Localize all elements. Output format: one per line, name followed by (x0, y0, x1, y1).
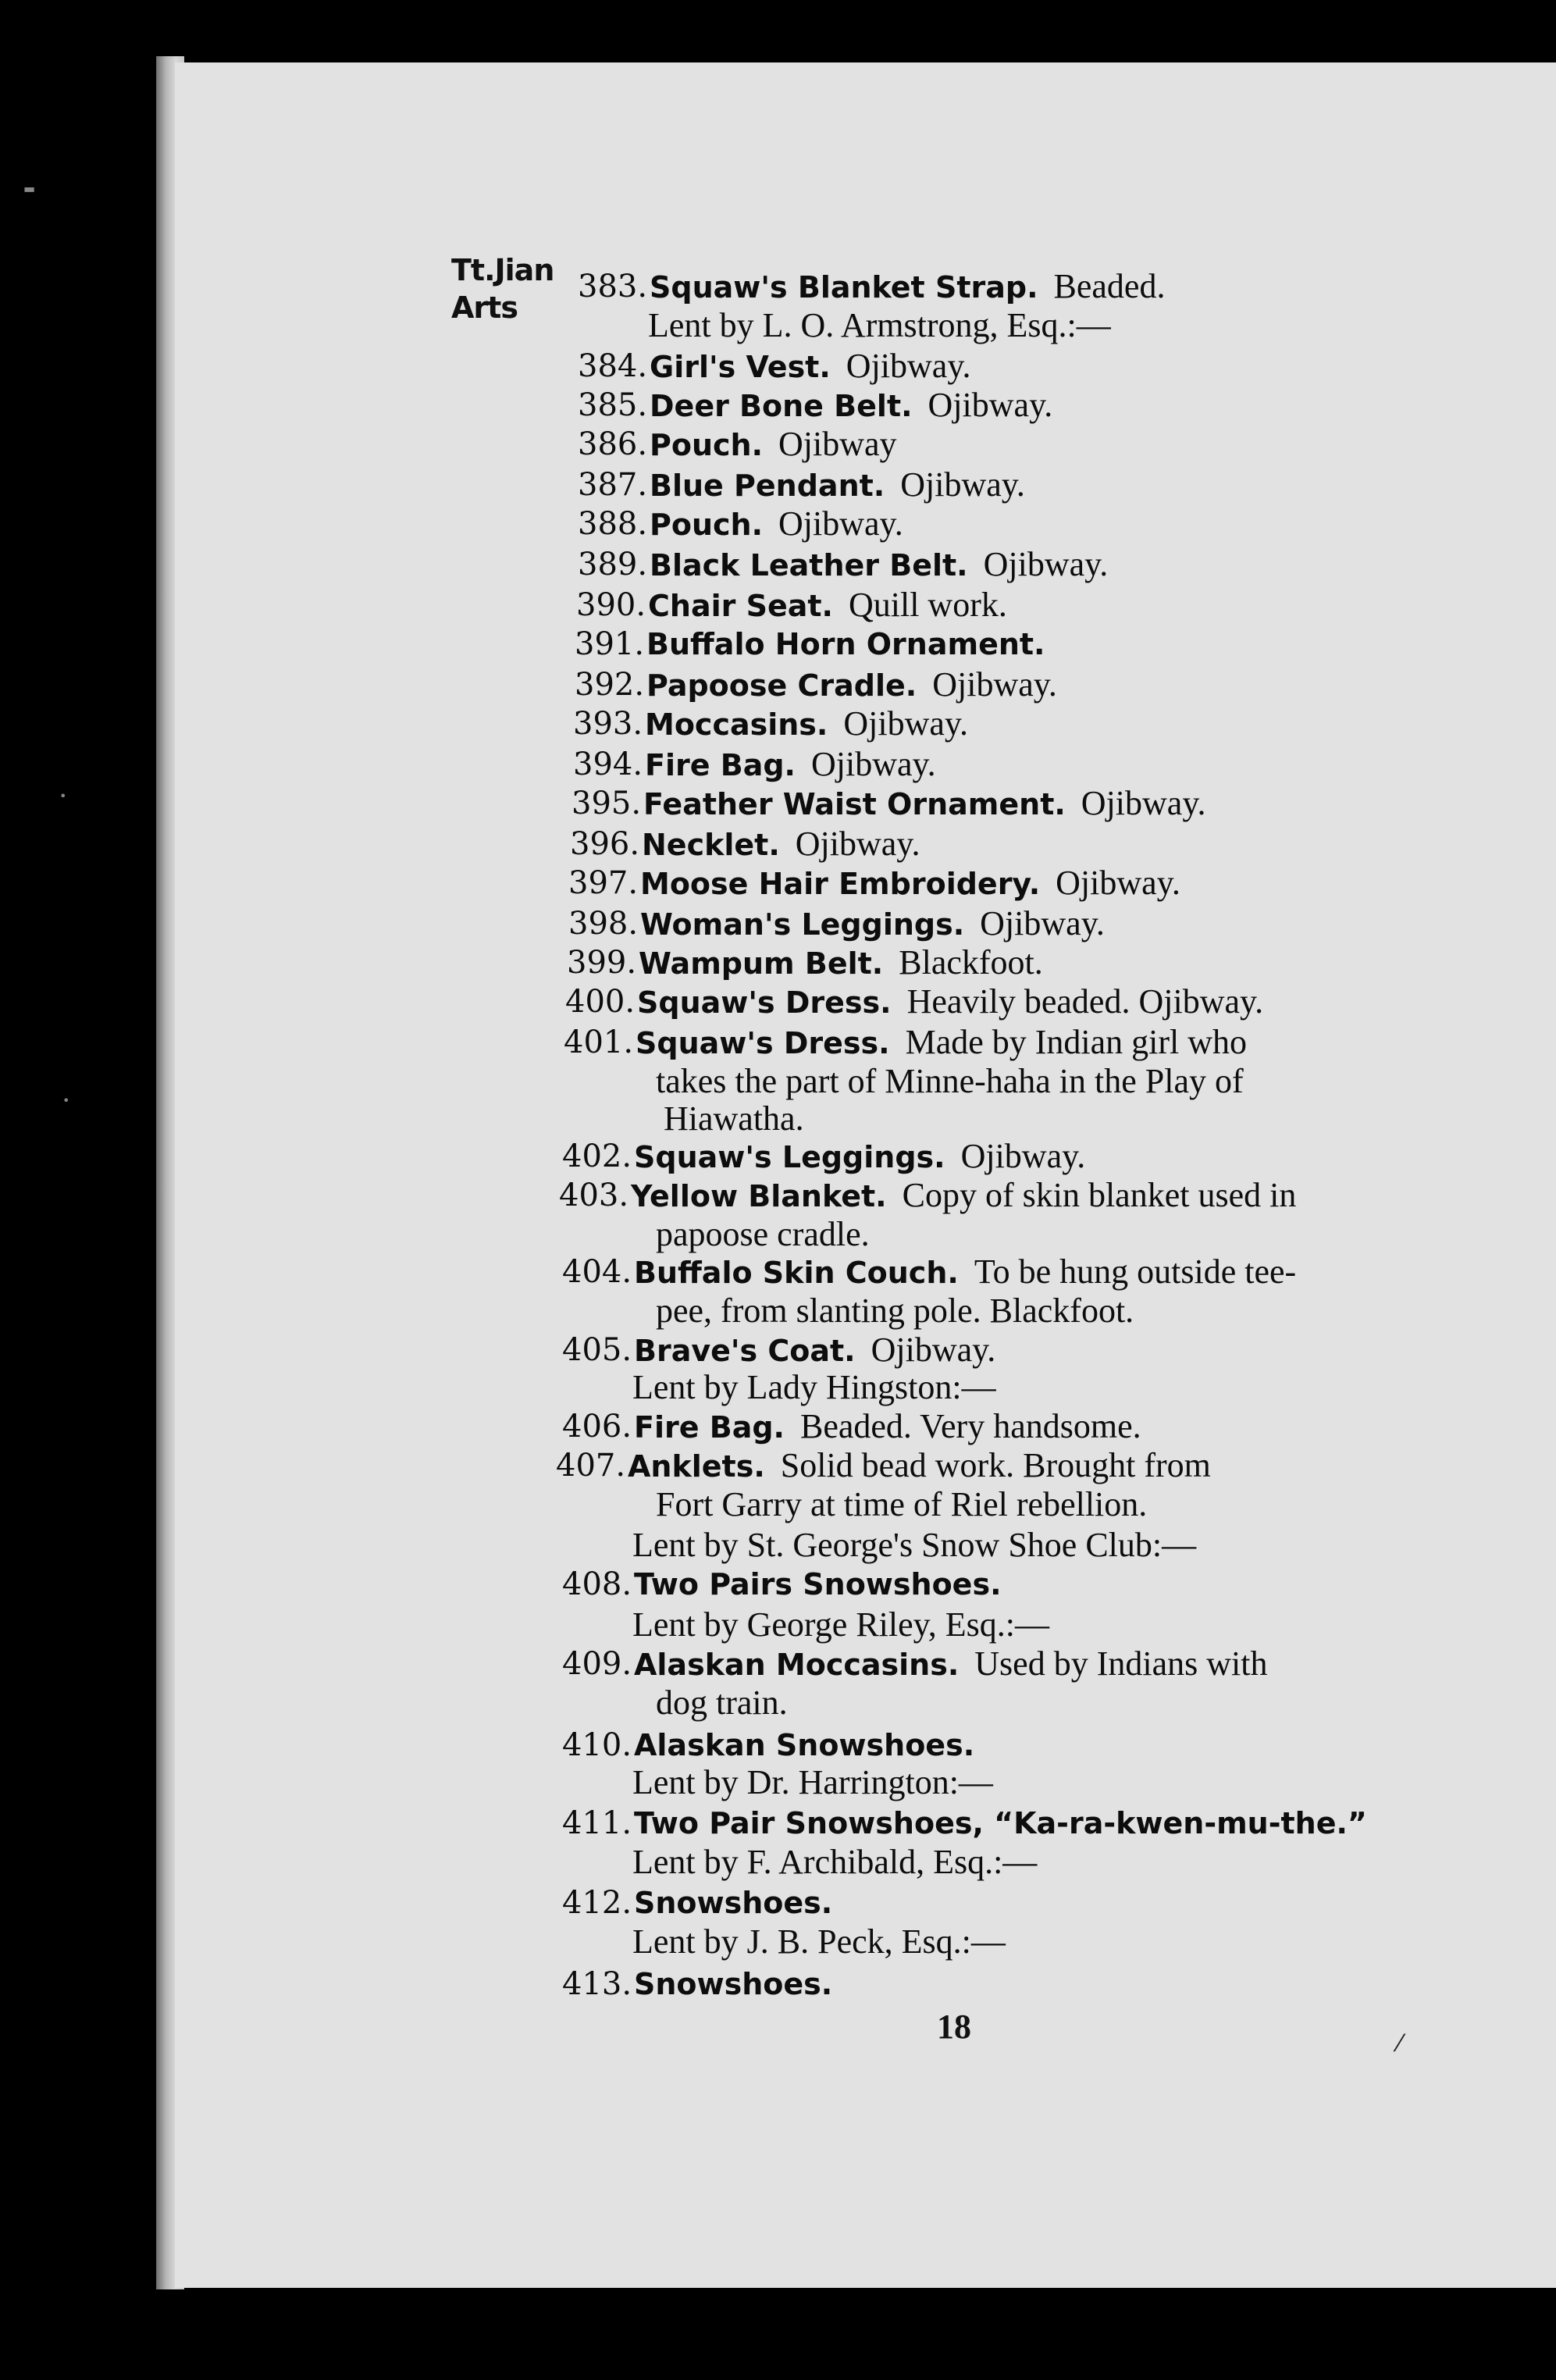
entry-body (639, 943, 1043, 983)
entry-number: 398. (568, 906, 639, 942)
entry-body (643, 784, 1205, 824)
entry-number: 394. (573, 746, 643, 782)
entry-continuation: Fort Garry at time of Riel rebellion. (656, 1485, 1148, 1523)
entry-number: 390. (576, 587, 646, 623)
entry-body (636, 1023, 1247, 1063)
entry-title: Girl's Vest. (650, 350, 831, 384)
entry-number: 413. (562, 1966, 632, 2002)
entry-number: 406. (562, 1409, 632, 1445)
entry-description: Copy of skin blanket used in (902, 1176, 1297, 1214)
entry-continuation: papoose cradle. (656, 1215, 870, 1253)
entry-title: Necklet. (642, 828, 780, 862)
entry-description: Made by Indian girl who (905, 1023, 1248, 1061)
margin-heading-line: Tt.Jian (451, 253, 554, 287)
entry-body (650, 545, 1108, 585)
entry-number: 397. (568, 865, 639, 901)
entry-body (634, 1726, 974, 1765)
entry-body (634, 1883, 832, 1922)
entry-number: 408. (562, 1566, 632, 1602)
entry-description: Ojibway. (843, 704, 969, 743)
entry-body (634, 1804, 1367, 1843)
entry-body (640, 864, 1180, 903)
entry-title: Feather Waist Ornament. (643, 787, 1066, 821)
entry-body (640, 904, 1105, 944)
entry-number: 395. (571, 786, 642, 821)
entry-title: Alaskan Moccasins. (634, 1648, 960, 1682)
entry-continuation: takes the part of Minne-haha in the Play of (656, 1062, 1244, 1100)
lender-line: Lent by Dr. Harrington:— (632, 1763, 993, 1801)
entry-title: Deer Bone Belt. (650, 389, 913, 423)
entry-number: 403. (559, 1178, 629, 1213)
entry-number: 387. (578, 467, 648, 503)
entry-title: Black Leather Belt. (650, 548, 968, 583)
lender-line: Lent by Lady Hingston:— (632, 1368, 996, 1406)
entry-number: 412. (562, 1885, 632, 1921)
entry-body (634, 1965, 832, 2004)
entry-number: 385. (578, 387, 648, 423)
entry-description: Ojibway. (1056, 864, 1180, 902)
entry-body (634, 1137, 1085, 1177)
entry-body (650, 267, 1165, 307)
entry-description: Ojibway. (810, 745, 936, 783)
entry-title: Snowshoes. (634, 1886, 833, 1920)
entry-body (634, 1565, 1002, 1604)
entry-title: Woman's Leggings. (640, 907, 965, 942)
entry-title: Chair Seat. (648, 589, 833, 623)
entry-title: Buffalo Skin Couch. (634, 1256, 959, 1290)
entry-title: Snowshoes. (634, 1967, 833, 2001)
entry-number: 405. (562, 1332, 632, 1368)
entry-title: Squaw's Dress. (636, 1026, 890, 1060)
entry-description: Ojibway. (980, 904, 1105, 942)
entry-body (645, 745, 936, 785)
entry-description: Ojibway. (846, 347, 971, 385)
entry-number: 392. (575, 667, 645, 703)
entry-description: Used by Indians with (974, 1644, 1268, 1683)
entry-title: Moccasins. (645, 707, 828, 742)
entry-continuation: dog train. (656, 1683, 788, 1722)
entry-body (634, 1331, 995, 1370)
entry-title: Papoose Cradle. (646, 668, 917, 703)
entry-body (631, 1176, 1296, 1216)
entry-body (650, 465, 1025, 505)
entry-body (650, 386, 1052, 426)
entry-description: To be hung outside tee- (974, 1252, 1297, 1291)
entry-body (650, 504, 903, 544)
entry-continuation: Hiawatha. (664, 1099, 804, 1138)
entry-number: 389. (578, 547, 648, 583)
entry-body (648, 586, 1007, 625)
entry-number: 399. (567, 945, 637, 981)
entry-title: Wampum Belt. (639, 946, 884, 981)
entry-title: Squaw's Leggings. (634, 1140, 945, 1174)
entry-number: 410. (562, 1727, 632, 1763)
entry-description: Ojibway (778, 425, 897, 463)
margin-heading (451, 251, 554, 326)
entry-title: Two Pairs Snowshoes. (634, 1567, 1002, 1602)
entry-description: Ojibway. (928, 386, 1053, 424)
entry-number: 409. (562, 1646, 632, 1682)
entry-title: Brave's Coat. (634, 1334, 856, 1368)
entry-number: 383. (578, 269, 648, 305)
entry-body (634, 1407, 1141, 1447)
lender-line: Lent by J. B. Peck, Esq.:— (632, 1922, 1006, 1961)
entry-number: 400. (565, 984, 636, 1020)
entry-number: 388. (578, 506, 648, 542)
entry-description: Solid bead work. Brought from (780, 1446, 1211, 1484)
entry-body (646, 665, 1057, 705)
entry-body (650, 425, 897, 465)
entry-title: Yellow Blanket. (631, 1179, 887, 1213)
scan-speck: • (59, 789, 67, 803)
margin-heading-line: Arts (451, 290, 518, 325)
entry-title: Buffalo Horn Ornament. (646, 627, 1045, 661)
entry-number: 407. (556, 1448, 626, 1484)
entry-title: Fire Bag. (634, 1410, 785, 1445)
entry-title: Fire Bag. (645, 748, 796, 782)
entry-description: Ojibway. (778, 504, 903, 543)
entry-description: Blackfoot. (899, 943, 1043, 982)
pencil-mark: ⁄ (1398, 2030, 1402, 2058)
entry-title: Squaw's Blanket Strap. (650, 270, 1038, 305)
entry-description: Ojibway. (795, 825, 920, 863)
entry-description: Ojibway. (983, 545, 1109, 583)
entry-title: Squaw's Dress. (637, 985, 892, 1020)
entry-number: 411. (562, 1805, 632, 1841)
entry-number: 393. (573, 706, 643, 742)
entry-body (628, 1446, 1211, 1486)
entry-description: Ojibway. (932, 665, 1057, 704)
lender-line: Lent by F. Archibald, Esq.:— (632, 1843, 1038, 1881)
entry-number: 386. (578, 426, 648, 462)
entry-number: 384. (578, 348, 648, 384)
lender-line: Lent by St. George's Snow Shoe Club:— (632, 1526, 1197, 1564)
entry-body (637, 982, 1263, 1022)
entry-title: Two Pair Snowshoes, “Ka-ra-kwen-mu-the.” (634, 1806, 1367, 1840)
entry-number: 396. (570, 826, 640, 862)
entry-title: Moose Hair Embroidery. (640, 867, 1041, 901)
entry-body (634, 1644, 1267, 1684)
entry-title: Pouch. (650, 428, 764, 462)
entry-title: Pouch. (650, 508, 764, 542)
entry-title: Anklets. (628, 1449, 765, 1484)
entry-body (646, 625, 1045, 664)
page-number: 18 (937, 2008, 971, 2046)
entry-number: 402. (562, 1138, 632, 1174)
entry-continuation: pee, from slanting pole. Blackfoot. (656, 1292, 1134, 1330)
entry-body (645, 704, 968, 744)
entry-description: Beaded. (1053, 267, 1166, 305)
entry-description: Ojibway. (1081, 784, 1206, 822)
scan-speck: ▬ (23, 181, 36, 196)
entry-description: Ojibway. (900, 465, 1025, 504)
entry-description: Ojibway. (960, 1137, 1086, 1175)
entry-body (634, 1252, 1296, 1292)
scan-speck: • (62, 1093, 70, 1108)
entry-description: Ojibway. (871, 1331, 996, 1369)
entry-number: 404. (562, 1254, 632, 1290)
entry-description: Beaded. Very handsome. (799, 1407, 1141, 1445)
entry-description: Heavily beaded. Ojibway. (906, 982, 1264, 1021)
lender-line: Lent by George Riley, Esq.:— (632, 1605, 1050, 1644)
entry-number: 391. (575, 626, 645, 662)
entry-description: Quill work. (848, 586, 1007, 624)
entry-body (642, 825, 920, 864)
entry-title: Blue Pendant. (650, 469, 885, 503)
entry-number: 401. (564, 1024, 634, 1060)
lender-line: Lent by L. O. Armstrong, Esq.:— (648, 306, 1111, 344)
entry-title: Alaskan Snowshoes. (634, 1728, 975, 1762)
entry-body (650, 347, 970, 387)
